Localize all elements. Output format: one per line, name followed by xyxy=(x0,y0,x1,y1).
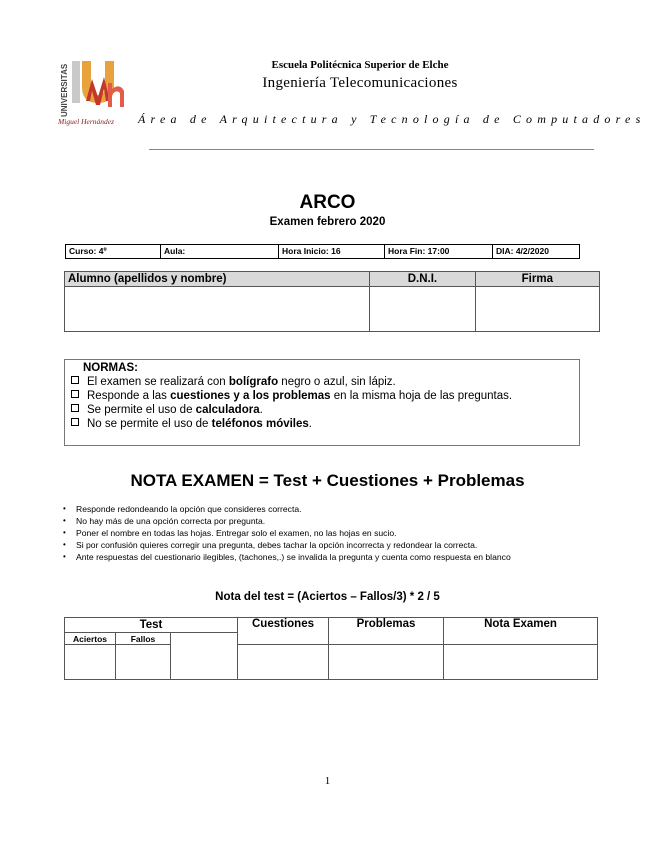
student-name-field[interactable] xyxy=(65,287,370,332)
list-item: • No hay más de una opción correcta por pregunta. xyxy=(76,515,616,527)
department-area: Área de Arquitectura y Tecnología de Computadores xyxy=(138,112,646,126)
test-formula: Nota del test = (Aciertos – Fallos/3) * 2 / 5 xyxy=(215,591,440,603)
list-item: • Si por confusión quieres corregir una pregunta, debes tachar la opción incorrecta y redondear la correcta. xyxy=(76,539,616,551)
checkbox-icon xyxy=(71,418,79,426)
exam-title: ARCO xyxy=(299,192,356,213)
student-table xyxy=(64,271,600,332)
rule-item: El examen se realizará con bolígrafo negro o azul, sin lápiz. xyxy=(71,376,396,388)
final-grade-field[interactable] xyxy=(444,645,598,680)
dni-field[interactable] xyxy=(370,287,475,332)
grade-table xyxy=(64,617,598,680)
test-header: Test xyxy=(65,618,238,633)
signature-header: Firma xyxy=(475,272,599,287)
date-cell: DIA: 4/2/2020 xyxy=(496,246,549,256)
test-score-field[interactable] xyxy=(171,633,238,680)
list-item: • Ante respuestas del cuestionario ilegibles, (tachones,.) se invalida la pregunta y cuenta como respuesta en blanco xyxy=(76,551,616,563)
student-name-header: Alumno (apellidos y nombre) xyxy=(65,272,370,287)
hits-field[interactable] xyxy=(65,645,116,680)
room-cell: Aula: xyxy=(161,245,279,258)
rules-title: NORMAS: xyxy=(83,362,138,374)
start-time-cell: Hora Inicio: 16 xyxy=(279,245,385,258)
page-number: 1 xyxy=(324,775,331,787)
problems-header: Problemas xyxy=(329,618,444,645)
final-grade-header: Nota Examen xyxy=(444,618,598,645)
logo-caption: Miguel Hernández xyxy=(58,117,115,126)
problems-field[interactable] xyxy=(329,645,444,680)
rule-item: Responde a las cuestiones y a los problemas en la misma hoja de las preguntas. xyxy=(71,390,512,402)
questions-field[interactable] xyxy=(238,645,329,680)
list-item: • Responde redondeando la opción que consideres correcta. xyxy=(76,503,616,515)
list-item: • Poner el nombre en todas las hojas. Entregar solo el examen, no las hojas en sucio. xyxy=(76,527,616,539)
misses-field[interactable] xyxy=(116,645,171,680)
header-divider xyxy=(149,149,594,150)
checkbox-icon xyxy=(71,404,79,412)
misses-header: Fallos xyxy=(116,633,171,645)
instructions-list xyxy=(60,503,616,563)
rules-box xyxy=(64,359,580,446)
school-name: Escuela Politécnica Superior de Elche xyxy=(271,59,449,71)
rule-item: No se permite el uso de teléfonos móviles. xyxy=(71,418,312,430)
questions-header: Cuestiones xyxy=(238,618,329,645)
checkbox-icon xyxy=(71,376,79,384)
hits-header: Aciertos xyxy=(65,633,116,645)
signature-field[interactable] xyxy=(475,287,599,332)
rule-item: Se permite el uso de calculadora. xyxy=(71,404,263,416)
end-time-cell: Hora Fin: 17:00 xyxy=(385,245,493,258)
degree-name: Ingeniería Telecomunicaciones xyxy=(262,75,458,91)
exam-subtitle: Examen febrero 2020 xyxy=(269,216,386,228)
logo-text: UNIVERSITAS xyxy=(60,63,69,117)
checkbox-icon xyxy=(71,390,79,398)
course-cell: Curso: 4º xyxy=(66,245,161,258)
exam-info-row xyxy=(65,244,580,259)
grade-formula: NOTA EXAMEN = Test + Cuestiones + Problemas xyxy=(130,471,525,490)
dni-header: D.N.I. xyxy=(370,272,475,287)
